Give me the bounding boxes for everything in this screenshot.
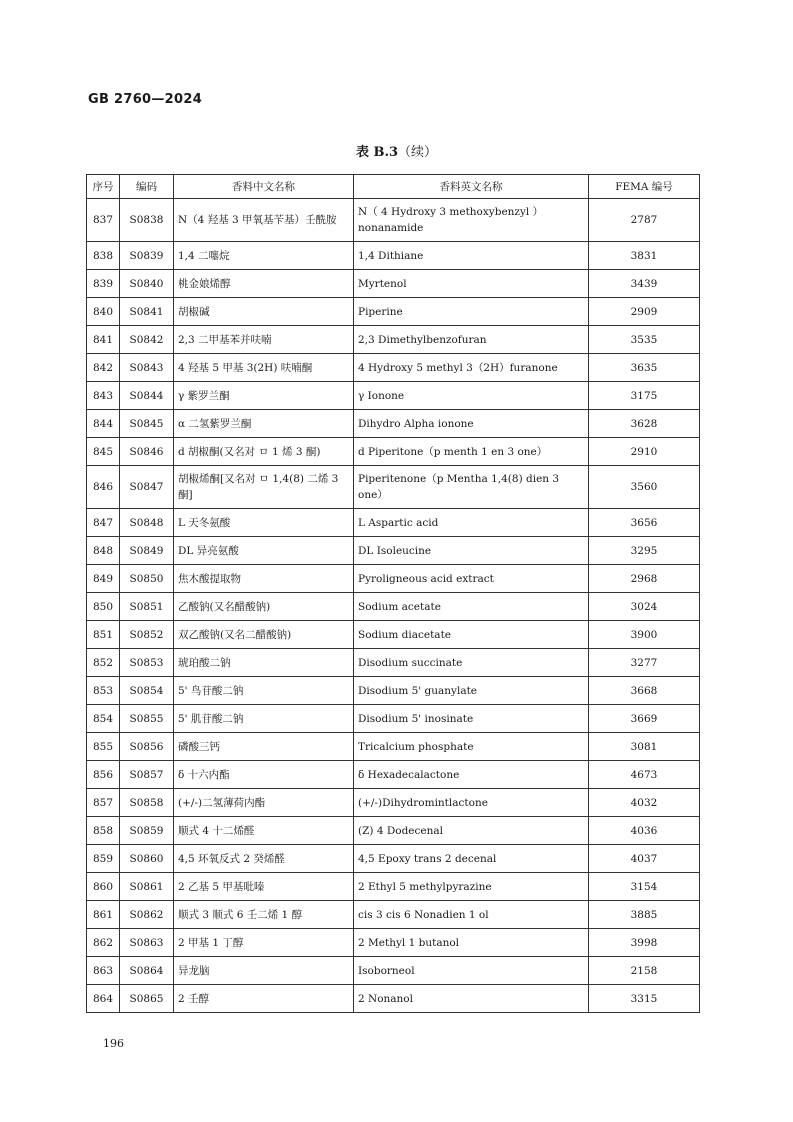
- cell-fema: 3669: [589, 705, 700, 733]
- cell-chinese-name: γ 紫罗兰酮: [174, 382, 354, 410]
- cell-code: S0855: [120, 705, 174, 733]
- table-title: [0, 141, 793, 160]
- table-row: [87, 242, 700, 270]
- cell-fema: 3535: [589, 326, 700, 354]
- cell-code: S0839: [120, 242, 174, 270]
- cell-no: 850: [87, 593, 120, 621]
- cell-chinese-name: 胡椒烯酮[又名对 ㅁ 1,4(8) 二烯 3 酮]: [174, 466, 354, 509]
- cell-no: 851: [87, 621, 120, 649]
- cell-fema: 4673: [589, 761, 700, 789]
- cell-fema: 2910: [589, 438, 700, 466]
- cell-chinese-name: 磷酸三钙: [174, 733, 354, 761]
- cell-no: 853: [87, 677, 120, 705]
- cell-chinese-name: 2 甲基 1 丁醇: [174, 929, 354, 957]
- table-title-continued: （续）: [398, 145, 438, 160]
- cell-no: 844: [87, 410, 120, 438]
- cell-no: 846: [87, 466, 120, 509]
- cell-fema: 3560: [589, 466, 700, 509]
- cell-fema: 4036: [589, 817, 700, 845]
- cell-fema: 3295: [589, 537, 700, 565]
- cell-english-name: N（ 4 Hydroxy 3 methoxybenzyl ）nonanamide: [354, 199, 589, 242]
- cell-english-name: Disodium 5' inosinate: [354, 705, 589, 733]
- cell-chinese-name: 双乙酸钠(又名二醋酸钠): [174, 621, 354, 649]
- cell-no: 861: [87, 901, 120, 929]
- cell-english-name: 1,4 Dithiane: [354, 242, 589, 270]
- cell-no: 863: [87, 957, 120, 985]
- table-row: [87, 957, 700, 985]
- cell-chinese-name: DL 异亮氨酸: [174, 537, 354, 565]
- column-header-chinese-name: 香料中文名称: [174, 175, 354, 199]
- cell-code: S0838: [120, 199, 174, 242]
- table-row: [87, 873, 700, 901]
- cell-chinese-name: L 天冬氨酸: [174, 509, 354, 537]
- table-row: [87, 410, 700, 438]
- cell-fema: 3831: [589, 242, 700, 270]
- cell-no: 858: [87, 817, 120, 845]
- table-row: [87, 733, 700, 761]
- cell-fema: 2968: [589, 565, 700, 593]
- cell-code: S0864: [120, 957, 174, 985]
- cell-english-name: Disodium succinate: [354, 649, 589, 677]
- table-header-row: [87, 175, 700, 199]
- cell-no: 839: [87, 270, 120, 298]
- cell-fema: 3656: [589, 509, 700, 537]
- cell-chinese-name: 顺式 4 十二烯醛: [174, 817, 354, 845]
- cell-english-name: DL Isoleucine: [354, 537, 589, 565]
- cell-code: S0852: [120, 621, 174, 649]
- cell-english-name: Myrtenol: [354, 270, 589, 298]
- table-row: [87, 929, 700, 957]
- cell-code: S0862: [120, 901, 174, 929]
- cell-english-name: Tricalcium phosphate: [354, 733, 589, 761]
- cell-no: 849: [87, 565, 120, 593]
- cell-chinese-name: α 二氢紫罗兰酮: [174, 410, 354, 438]
- cell-no: 864: [87, 985, 120, 1013]
- cell-fema: 3154: [589, 873, 700, 901]
- cell-fema: 3024: [589, 593, 700, 621]
- table-row: [87, 761, 700, 789]
- cell-fema: 2787: [589, 199, 700, 242]
- cell-fema: 3635: [589, 354, 700, 382]
- cell-chinese-name: d 胡椒酮(又名对 ㅁ 1 烯 3 酮): [174, 438, 354, 466]
- cell-code: S0848: [120, 509, 174, 537]
- cell-code: S0845: [120, 410, 174, 438]
- table-row: [87, 565, 700, 593]
- table-row: [87, 649, 700, 677]
- column-header-fema: FEMA 编号: [589, 175, 700, 199]
- table-row: [87, 354, 700, 382]
- cell-no: 857: [87, 789, 120, 817]
- cell-code: S0860: [120, 845, 174, 873]
- table-body: [87, 199, 700, 1013]
- cell-english-name: Disodium 5' guanylate: [354, 677, 589, 705]
- cell-english-name: δ Hexadecalactone: [354, 761, 589, 789]
- cell-no: 860: [87, 873, 120, 901]
- cell-chinese-name: 桃金娘烯醇: [174, 270, 354, 298]
- table-row: [87, 199, 700, 242]
- cell-code: S0840: [120, 270, 174, 298]
- cell-no: 847: [87, 509, 120, 537]
- cell-fema: 3439: [589, 270, 700, 298]
- cell-code: S0850: [120, 565, 174, 593]
- cell-code: S0857: [120, 761, 174, 789]
- cell-english-name: 2 Ethyl 5 methylpyrazine: [354, 873, 589, 901]
- table-row: [87, 789, 700, 817]
- table-row: [87, 270, 700, 298]
- table-row: [87, 509, 700, 537]
- cell-no: 854: [87, 705, 120, 733]
- cell-english-name: 2 Nonanol: [354, 985, 589, 1013]
- cell-chinese-name: 乙酸钠(又名醋酸钠): [174, 593, 354, 621]
- cell-no: 855: [87, 733, 120, 761]
- column-header-no: 序号: [87, 175, 120, 199]
- table-row: [87, 621, 700, 649]
- cell-english-name: Sodium diacetate: [354, 621, 589, 649]
- cell-english-name: Isoborneol: [354, 957, 589, 985]
- cell-no: 852: [87, 649, 120, 677]
- cell-chinese-name: 异龙脑: [174, 957, 354, 985]
- cell-no: 837: [87, 199, 120, 242]
- cell-fema: 4032: [589, 789, 700, 817]
- cell-fema: 3175: [589, 382, 700, 410]
- cell-chinese-name: 4 羟基 5 甲基 3(2H) 呋喃酮: [174, 354, 354, 382]
- cell-code: S0858: [120, 789, 174, 817]
- document-code: GB 2760—2024: [88, 92, 203, 107]
- cell-chinese-name: N（4 羟基 3 甲氧基苄基）壬酰胺: [174, 199, 354, 242]
- table-row: [87, 326, 700, 354]
- table-title-text: 表 B.3: [355, 145, 399, 160]
- cell-no: 838: [87, 242, 120, 270]
- cell-code: S0849: [120, 537, 174, 565]
- cell-code: S0844: [120, 382, 174, 410]
- table-row: [87, 901, 700, 929]
- column-header-english-name: 香料英文名称: [354, 175, 589, 199]
- cell-fema: 2909: [589, 298, 700, 326]
- cell-english-name: Piperitenone（p Mentha 1,4(8) dien 3 one）: [354, 466, 589, 509]
- cell-no: 856: [87, 761, 120, 789]
- cell-chinese-name: 2 壬醇: [174, 985, 354, 1013]
- cell-english-name: Sodium acetate: [354, 593, 589, 621]
- table-row: [87, 537, 700, 565]
- cell-code: S0853: [120, 649, 174, 677]
- cell-code: S0859: [120, 817, 174, 845]
- cell-code: S0843: [120, 354, 174, 382]
- cell-english-name: 4 Hydroxy 5 methyl 3（2H）furanone: [354, 354, 589, 382]
- cell-english-name: Piperine: [354, 298, 589, 326]
- cell-fema: 4037: [589, 845, 700, 873]
- cell-code: S0842: [120, 326, 174, 354]
- cell-code: S0847: [120, 466, 174, 509]
- cell-chinese-name: 琥珀酸二钠: [174, 649, 354, 677]
- cell-chinese-name: 2,3 二甲基苯并呋喃: [174, 326, 354, 354]
- cell-chinese-name: 1,4 二噻烷: [174, 242, 354, 270]
- cell-no: 848: [87, 537, 120, 565]
- cell-english-name: (Z) 4 Dodecenal: [354, 817, 589, 845]
- cell-fema: 2158: [589, 957, 700, 985]
- cell-english-name: γ Ionone: [354, 382, 589, 410]
- cell-no: 840: [87, 298, 120, 326]
- cell-no: 845: [87, 438, 120, 466]
- cell-english-name: cis 3 cis 6 Nonadien 1 ol: [354, 901, 589, 929]
- cell-fema: 3885: [589, 901, 700, 929]
- cell-code: S0854: [120, 677, 174, 705]
- cell-fema: 3277: [589, 649, 700, 677]
- cell-fema: 3900: [589, 621, 700, 649]
- cell-code: S0856: [120, 733, 174, 761]
- cell-no: 859: [87, 845, 120, 873]
- page-number: 196: [103, 1037, 124, 1050]
- cell-chinese-name: δ 十六内酯: [174, 761, 354, 789]
- table-row: [87, 845, 700, 873]
- cell-english-name: L Aspartic acid: [354, 509, 589, 537]
- cell-code: S0851: [120, 593, 174, 621]
- cell-chinese-name: 5' 肌苷酸二钠: [174, 705, 354, 733]
- cell-code: S0846: [120, 438, 174, 466]
- table-row: [87, 705, 700, 733]
- table-row: [87, 677, 700, 705]
- cell-fema: 3668: [589, 677, 700, 705]
- cell-chinese-name: 2 乙基 5 甲基吡嗪: [174, 873, 354, 901]
- cell-english-name: 4,5 Epoxy trans 2 decenal: [354, 845, 589, 873]
- cell-chinese-name: 胡椒碱: [174, 298, 354, 326]
- cell-code: S0865: [120, 985, 174, 1013]
- flavoring-table: [86, 174, 700, 1013]
- table-row: [87, 438, 700, 466]
- cell-chinese-name: 4,5 环氧反式 2 癸烯醛: [174, 845, 354, 873]
- table-row: [87, 985, 700, 1013]
- table-row: [87, 593, 700, 621]
- table-row: [87, 466, 700, 509]
- cell-chinese-name: 5' 鸟苷酸二钠: [174, 677, 354, 705]
- cell-fema: 3315: [589, 985, 700, 1013]
- cell-english-name: d Piperitone（p menth 1 en 3 one）: [354, 438, 589, 466]
- column-header-code: 编码: [120, 175, 174, 199]
- cell-fema: 3628: [589, 410, 700, 438]
- cell-english-name: 2,3 Dimethylbenzofuran: [354, 326, 589, 354]
- cell-english-name: 2 Methyl 1 butanol: [354, 929, 589, 957]
- cell-english-name: Pyroligneous acid extract: [354, 565, 589, 593]
- cell-chinese-name: (+/-)二氢薄荷内酯: [174, 789, 354, 817]
- cell-fema: 3998: [589, 929, 700, 957]
- table-row: [87, 382, 700, 410]
- table-row: [87, 298, 700, 326]
- cell-chinese-name: 焦木酸提取物: [174, 565, 354, 593]
- cell-code: S0863: [120, 929, 174, 957]
- cell-no: 841: [87, 326, 120, 354]
- cell-code: S0861: [120, 873, 174, 901]
- cell-english-name: (+/-)Dihydromintlactone: [354, 789, 589, 817]
- cell-no: 862: [87, 929, 120, 957]
- cell-no: 842: [87, 354, 120, 382]
- table-row: [87, 817, 700, 845]
- cell-fema: 3081: [589, 733, 700, 761]
- cell-code: S0841: [120, 298, 174, 326]
- cell-chinese-name: 顺式 3 顺式 6 壬二烯 1 醇: [174, 901, 354, 929]
- cell-english-name: Dihydro Alpha ionone: [354, 410, 589, 438]
- cell-no: 843: [87, 382, 120, 410]
